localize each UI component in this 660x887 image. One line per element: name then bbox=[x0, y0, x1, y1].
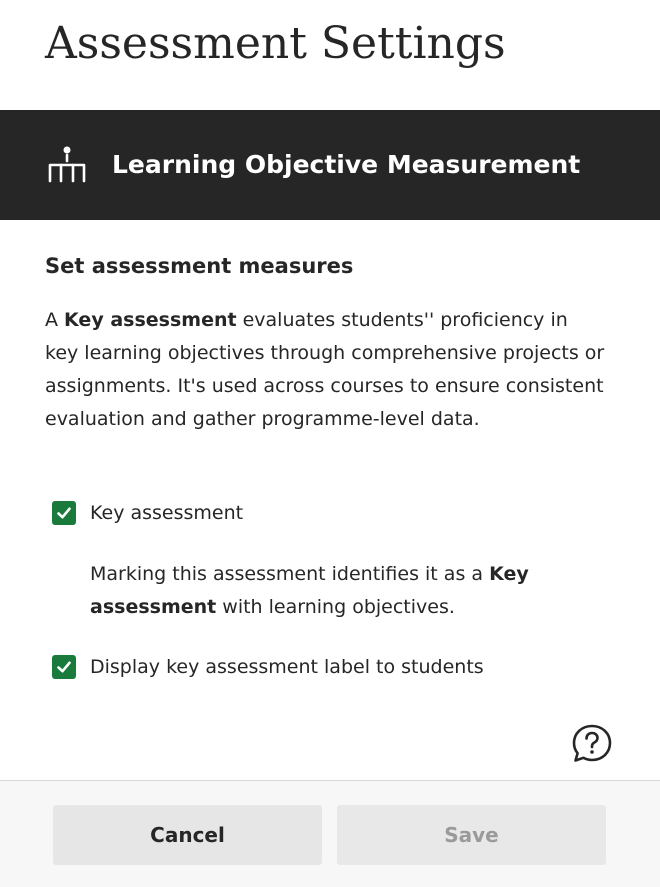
help-button[interactable] bbox=[570, 722, 614, 766]
section-title: Learning Objective Measurement bbox=[112, 150, 581, 179]
key-assessment-helper-text bbox=[90, 558, 590, 624]
helper-prefix: Marking this assessment identifies it as a bbox=[90, 563, 490, 585]
checkmark-icon bbox=[55, 658, 73, 676]
cancel-button[interactable]: Cancel bbox=[53, 805, 322, 865]
key-assessment-option[interactable] bbox=[52, 498, 243, 528]
display-label-checkbox[interactable] bbox=[52, 655, 76, 679]
display-label-text: Display key assessment label to students bbox=[90, 656, 484, 678]
save-button[interactable]: Save bbox=[337, 805, 606, 865]
description bbox=[45, 304, 605, 436]
subheading: Set assessment measures bbox=[45, 254, 354, 278]
key-assessment-label: Key assessment bbox=[90, 502, 244, 524]
assessment-measures-body bbox=[45, 248, 615, 436]
display-label-option[interactable] bbox=[52, 652, 484, 682]
helper-bold: Key assessment bbox=[90, 563, 529, 618]
key-assessment-checkbox[interactable] bbox=[52, 501, 76, 525]
helper-suffix: with learning objectives. bbox=[216, 596, 455, 618]
help-question-icon bbox=[570, 722, 614, 766]
footer bbox=[0, 780, 660, 887]
section-header bbox=[0, 110, 660, 220]
checkmark-icon bbox=[55, 504, 73, 522]
description-bold: Key assessment bbox=[64, 309, 237, 331]
hierarchy-chart-icon bbox=[46, 145, 88, 187]
description-suffix: evaluates students'' proficiency in key learning objectives through comprehensive projects or assignments. It's used across courses to ensure consistent evaluation and gather programme-level data. bbox=[45, 309, 605, 430]
page-title: Assessment Settings bbox=[45, 18, 506, 69]
description-prefix: A bbox=[45, 309, 65, 331]
